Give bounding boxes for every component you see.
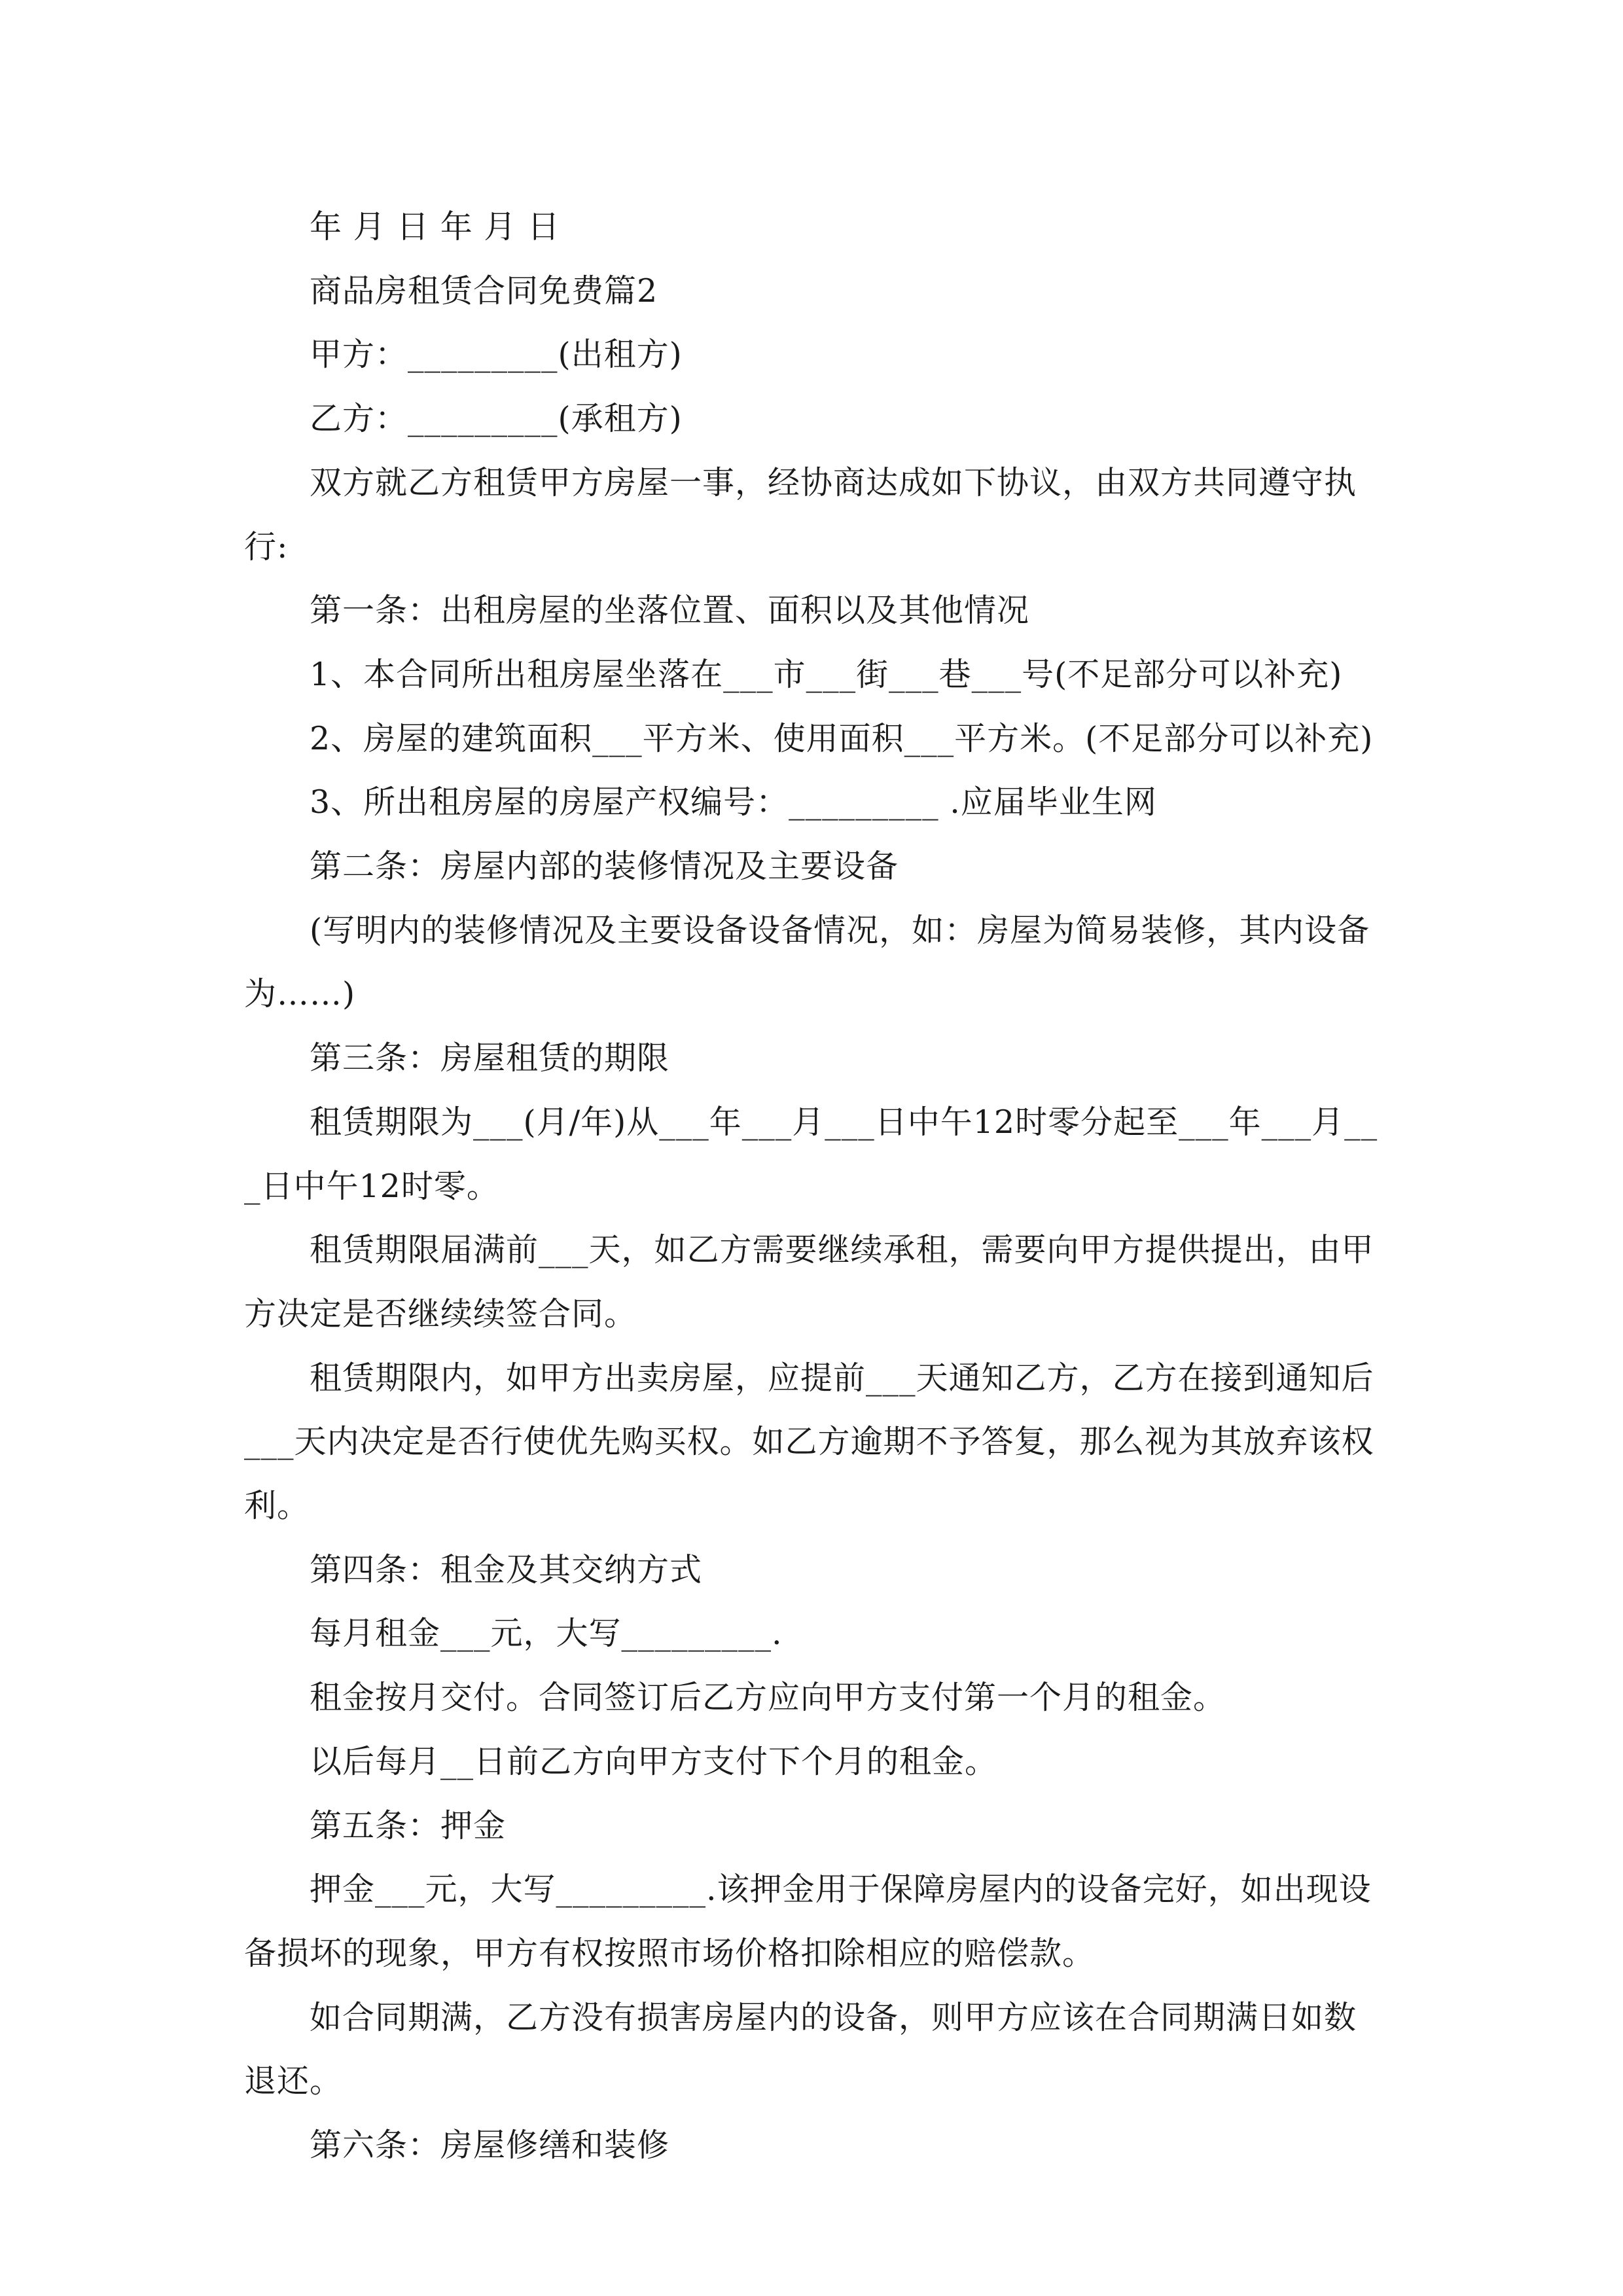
article-3-preemption: 租赁期限内，如甲方出卖房屋，应提前___天通知乙方，乙方在接到通知后___天内决定是否行使优先购买权。如乙方逾期不予答复，那么视为其放弃该权利。 (244, 1359, 1374, 1525)
article-1-item-3: 3、所出租房屋的房屋产权编号：_________ .应届毕业生网 (310, 783, 1157, 821)
article-3-renewal: 租赁期限届满前___天，如乙方需要继续承租，需要向甲方提供提出，由甲方决定是否继续续签合同。 (244, 1231, 1374, 1333)
article-2-heading: 第二条：房屋内部的装修情况及主要设备 (310, 848, 899, 886)
article-4-payment: 租金按月交付。合同签订后乙方应向甲方支付第一个月的租金。 (310, 1679, 1226, 1717)
article-3-term: 租赁期限为___(月/年)从___年___月___日中午12时零分起至___年___月___日中午12时零。 (244, 1103, 1378, 1205)
article-3-heading: 第三条：房屋租赁的期限 (310, 1039, 670, 1077)
article-5-heading: 第五条：押金 (310, 1806, 507, 1844)
article-4-schedule: 以后每月__日前乙方向甲方支付下个月的租金。 (310, 1742, 998, 1780)
article-1-item-2: 2、房屋的建筑面积___平方米、使用面积___平方米。(不足部分可以补充) (310, 719, 1374, 757)
article-1-heading: 第一条：出租房屋的坐落位置、面积以及其他情况 (310, 592, 1030, 630)
article-1-item-1: 1、本合同所出租房屋坐落在___市___街___巷___号(不足部分可以补充) (310, 655, 1343, 693)
article-4-heading: 第四条：租金及其交纳方式 (310, 1551, 703, 1588)
document-body (244, 195, 1386, 2178)
article-5-refund: 如合同期满，乙方没有损害房屋内的设备，则甲方应该在合同期满日如数退还。 (244, 1998, 1357, 2100)
party-b-line: 乙方：_________(承租方) (310, 400, 683, 438)
contract-title: 商品房租赁合同免费篇2 (310, 272, 658, 310)
article-4-monthly-rent: 每月租金___元，大写_________. (310, 1615, 783, 1653)
agreement-intro: 双方就乙方租赁甲方房屋一事，经协商达成如下协议，由双方共同遵守执行: (244, 463, 1357, 565)
article-5-deposit: 押金___元，大写_________.该押金用于保障房屋内的设备完好，如出现设备损坏的现象，甲方有权按照市场价格扣除相应的赔偿款。 (244, 1871, 1372, 1972)
article-6-heading: 第六条：房屋修缮和装修 (310, 2126, 670, 2164)
party-a-line: 甲方：_________(出租方) (310, 336, 683, 374)
date-line: 年 月 日 年 月 日 (310, 208, 560, 245)
article-2-body: (写明内的装修情况及主要设备设备情况，如：房屋为简易装修，其内设备为……) (244, 911, 1370, 1013)
